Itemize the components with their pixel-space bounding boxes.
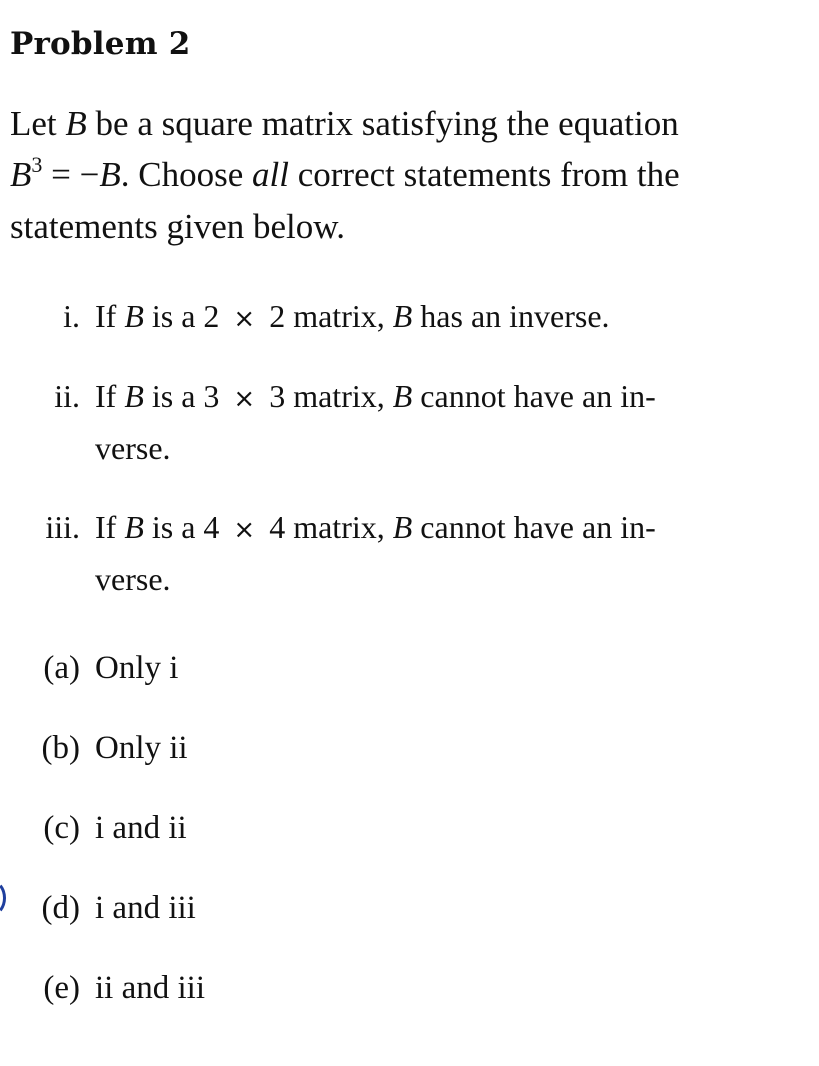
option-e[interactable]: ii and iii [95,970,205,1006]
statement-ii-continuation: verse. [95,430,171,466]
statement-label-i: i. [63,298,80,334]
option-d[interactable]: i and iii [95,890,196,926]
problem-title: Problem 2 [10,26,191,62]
statement-iii-continuation: verse. [95,561,171,597]
statement-ii: If B is a 3 × 3 matrix, B cannot have an in- [95,378,656,414]
option-label-c[interactable]: (c) [43,810,80,846]
option-b[interactable]: Only ii [95,730,188,766]
intro-line-1: Let B be a square matrix satisfying the equation [10,104,679,143]
intro-line-3: statements given below. [10,207,346,246]
option-label-d[interactable]: (d) [41,890,80,926]
statement-label-iii: iii. [45,509,80,545]
option-c[interactable]: i and ii [95,810,187,846]
statement-label-ii: ii. [54,378,80,414]
option-a[interactable]: Only i [95,650,179,686]
statement-iii: If B is a 4 × 4 matrix, B cannot have an in- [95,509,656,545]
option-label-a[interactable]: (a) [43,650,80,686]
emphasis-all: all [252,155,289,194]
equation-rhs: B [99,155,121,194]
intro-line-2: $B^3 = -B$. Choose all correct statements from the [10,152,680,194]
statement-i: If B is a 2 × 2 matrix, B has an inverse. [95,298,610,334]
equation-lhs: B [10,155,32,194]
equation-exponent: 3 [31,152,43,177]
option-label-b[interactable]: (b) [41,730,80,766]
option-label-e[interactable]: (e) [43,970,80,1006]
